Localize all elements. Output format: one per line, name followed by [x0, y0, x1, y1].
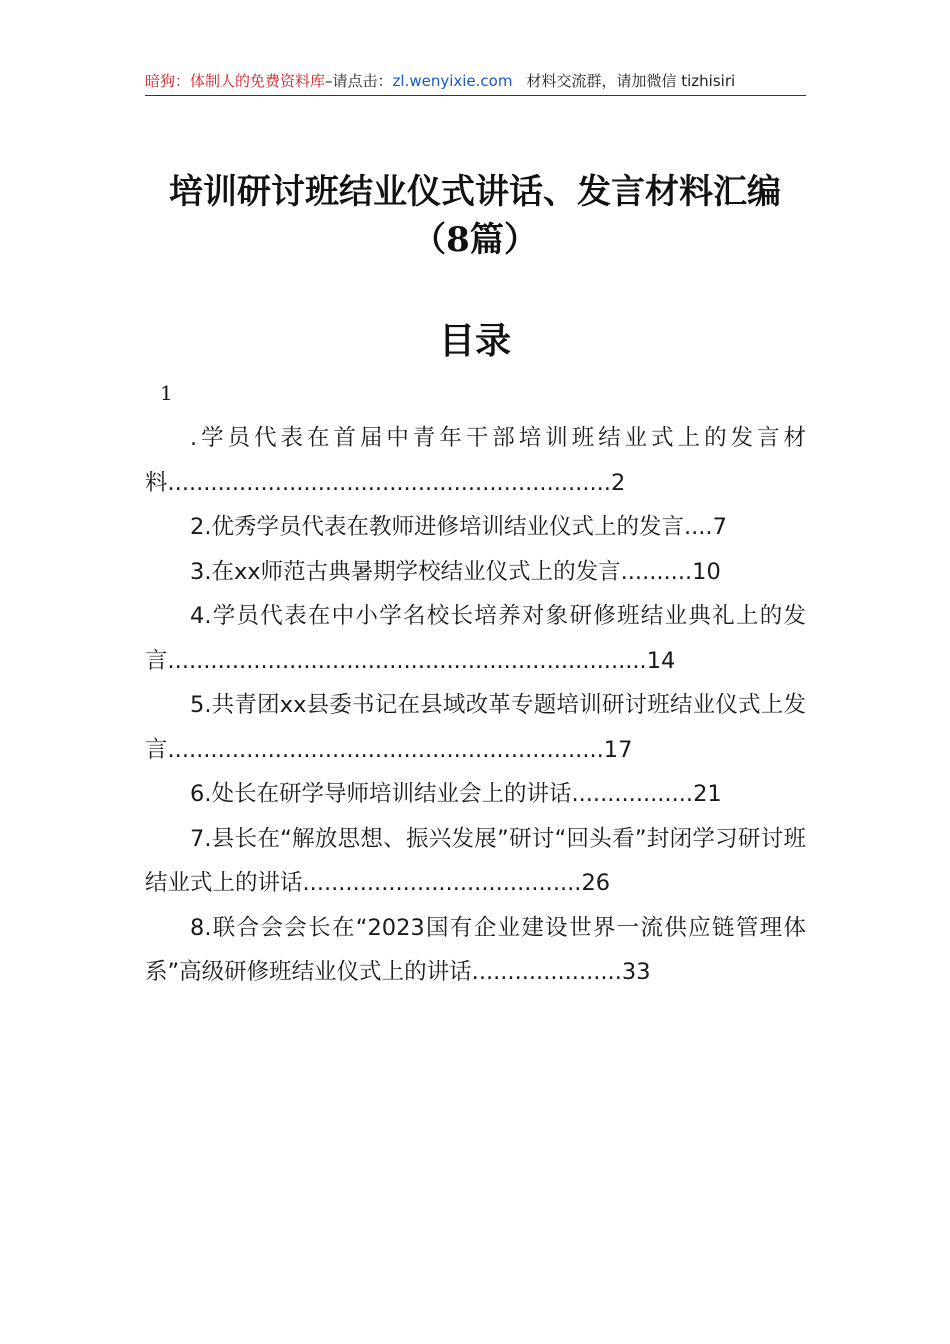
toc-entry-2[interactable]	[145, 505, 806, 550]
toc-entry-3[interactable]	[145, 550, 806, 595]
toc-page-number: 14	[646, 647, 676, 674]
toc-leader: .................	[571, 781, 694, 807]
toc-entry-5[interactable]	[145, 683, 806, 772]
toc-leader: .............................................................	[167, 736, 604, 763]
stray-page-number: 1	[160, 381, 173, 405]
header-brand: 暗狗：体制人的免费资料库	[145, 72, 326, 90]
toc-entry-text: 6.处长在研学导师培训结业会上的讲话	[190, 781, 572, 807]
toc-entry-4[interactable]	[145, 594, 806, 683]
toc-entry-text: 4.学员代表在中小学名校长培养对象研修班结业典礼上的发言	[145, 603, 806, 674]
toc-page-number: 33	[621, 959, 651, 985]
header-url-link[interactable]: zl.wenyixie.com	[392, 72, 513, 90]
toc-entry-text: 2.优秀学员代表在教师进修培训结业仪式上的发言	[190, 514, 684, 540]
toc-entry-8[interactable]	[145, 906, 806, 995]
toc-entry-1[interactable]	[145, 416, 806, 505]
toc-leader: ..........	[620, 558, 693, 585]
header-contact: 材料交流群，请加微信 tizhisiri	[526, 72, 736, 90]
toc-entry-text: 7.县长在“解放思想、振兴发展”研讨“回头看”封闭学习研讨班结业式上的讲话	[145, 825, 806, 896]
toc-page-number: 7	[712, 514, 727, 540]
toc-page-number: 2	[610, 469, 626, 496]
document-title	[0, 168, 950, 264]
site-header	[145, 68, 806, 94]
toc-entry-6[interactable]	[145, 772, 806, 817]
toc-entry-text: 3.在xx师范古典暑期学校结业仪式上的发言	[190, 558, 621, 585]
toc-entry-text: 5.共青团xx县委书记在县域改革专题培训研讨班结业仪式上发言	[145, 692, 806, 763]
toc-page-number: 21	[693, 781, 722, 807]
toc-leader: ....	[683, 514, 713, 540]
toc-leader: .....................	[471, 959, 622, 985]
toc-page-number: 17	[603, 736, 633, 763]
toc-page-number: 10	[692, 558, 721, 585]
toc-leader: ...................................................................	[167, 647, 647, 674]
toc-leader: ..............................................................	[167, 469, 611, 496]
toc-entry-text: 8.联合会会长在“2023国有企业建设世界一流供应链管理体系”高级研修班结业仪式上的讲话	[145, 914, 806, 985]
header-divider	[145, 95, 806, 96]
toc-heading: 目录	[438, 320, 511, 362]
toc-entry-text: .学员代表在首届中青年干部培训班结业式上的发言材料	[145, 425, 806, 496]
toc-page-number: 26	[581, 870, 611, 896]
toc-leader: .......................................	[302, 870, 582, 896]
header-click-label: –请点击：	[325, 72, 393, 90]
title-line-2: （8篇）	[412, 220, 538, 260]
table-of-contents	[145, 416, 806, 995]
title-line-1: 培训研讨班结业仪式讲话、发言材料汇编	[169, 172, 781, 212]
toc-entry-7[interactable]	[145, 817, 806, 906]
